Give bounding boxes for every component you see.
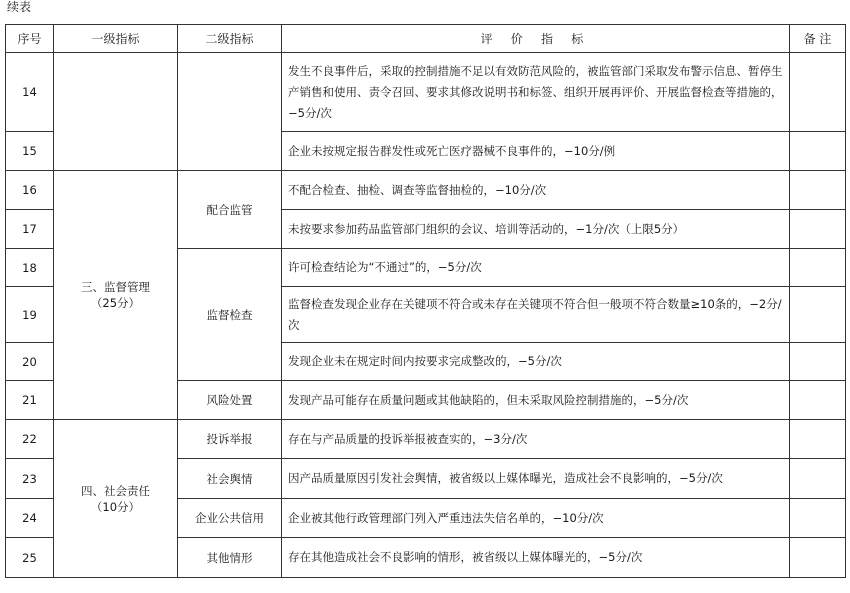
- remark-cell: [790, 420, 846, 459]
- seq-cell: 17: [6, 210, 54, 249]
- remark-cell: [790, 287, 846, 343]
- table-row: [6, 420, 846, 459]
- remark-cell: [790, 343, 846, 381]
- remark-cell: [790, 381, 846, 420]
- level1-title: 四、社会责任: [81, 483, 150, 498]
- criteria-cell: 监督检查发现企业存在关键项不符合或未存在关键项不符合但一般项不符合数量≥10条的，−2分/次: [282, 287, 790, 343]
- header-criteria: 评 价 指 标: [282, 25, 790, 53]
- seq-cell: 22: [6, 420, 54, 459]
- seq-cell: 20: [6, 343, 54, 381]
- seq-cell: 14: [6, 53, 54, 132]
- seq-cell: 16: [6, 171, 54, 210]
- level1-cell-continued: [54, 53, 178, 171]
- criteria-cell: 存在其他造成社会不良影响的情形，被省级以上媒体曝光的，−5分/次: [282, 538, 790, 578]
- level1-points: （25分）: [90, 296, 141, 310]
- remark-cell: [790, 499, 846, 538]
- level2-other: 其他情形: [178, 538, 282, 578]
- evaluation-table: [5, 24, 846, 578]
- header-row: [6, 25, 846, 53]
- table-row: [6, 53, 846, 132]
- criteria-cell: 企业被其他行政管理部门列入严重违法失信名单的，−10分/次: [282, 499, 790, 538]
- remark-cell: [790, 249, 846, 287]
- level2-public-opinion: 社会舆情: [178, 459, 282, 499]
- remark-cell: [790, 171, 846, 210]
- criteria-cell: 企业未按规定报告群发性或死亡医疗器械不良事件的，−10分/例: [282, 132, 790, 171]
- criteria-cell: 存在与产品质量的投诉举报被查实的，−3分/次: [282, 420, 790, 459]
- seq-cell: 24: [6, 499, 54, 538]
- header-remark: 备 注: [790, 25, 846, 53]
- criteria-cell: 许可检查结论为“不通过”的，−5分/次: [282, 249, 790, 287]
- criteria-cell: 发现企业未在规定时间内按要求完成整改的，−5分/次: [282, 343, 790, 381]
- level2-risk: 风险处置: [178, 381, 282, 420]
- remark-cell: [790, 459, 846, 499]
- seq-cell: 18: [6, 249, 54, 287]
- remark-cell: [790, 132, 846, 171]
- seq-cell: 21: [6, 381, 54, 420]
- seq-cell: 19: [6, 287, 54, 343]
- level2-credit: 企业公共信用: [178, 499, 282, 538]
- remark-cell: [790, 538, 846, 578]
- table-row: [6, 171, 846, 210]
- level1-section-4: [54, 420, 178, 578]
- criteria-cell: 不配合检查、抽检、调查等监督抽检的，−10分/次: [282, 171, 790, 210]
- table-caption: 续表: [7, 0, 32, 14]
- level1-title: 三、监督管理: [81, 280, 150, 294]
- level1-points: （10分）: [90, 499, 141, 514]
- criteria-cell: 因产品质量原因引发社会舆情，被省级以上媒体曝光，造成社会不良影响的，−5分/次: [282, 459, 790, 499]
- level2-cooperate: 配合监管: [178, 171, 282, 249]
- criteria-cell: 发现产品可能存在质量问题或其他缺陷的，但未采取风险控制措施的，−5分/次: [282, 381, 790, 420]
- level2-complaint: 投诉举报: [178, 420, 282, 459]
- level2-cell-continued: [178, 53, 282, 171]
- remark-cell: [790, 210, 846, 249]
- header-level1: 一级指标: [54, 25, 178, 53]
- level1-section-3: [54, 171, 178, 420]
- seq-cell: 25: [6, 538, 54, 578]
- level2-inspection: 监督检查: [178, 249, 282, 381]
- criteria-cell: 发生不良事件后，采取的控制措施不足以有效防范风险的，被监管部门采取发布警示信息、暂停生产销售和使用、责令召回、要求其修改说明书和标签、组织开展再评价、开展监督检查等措施的，−5分/次: [282, 53, 790, 132]
- header-seq: 序号: [6, 25, 54, 53]
- seq-cell: 15: [6, 132, 54, 171]
- header-level2: 二级指标: [178, 25, 282, 53]
- remark-cell: [790, 53, 846, 132]
- criteria-cell: 未按要求参加药品监管部门组织的会议、培训等活动的，−1分/次（上限5分）: [282, 210, 790, 249]
- seq-cell: 23: [6, 459, 54, 499]
